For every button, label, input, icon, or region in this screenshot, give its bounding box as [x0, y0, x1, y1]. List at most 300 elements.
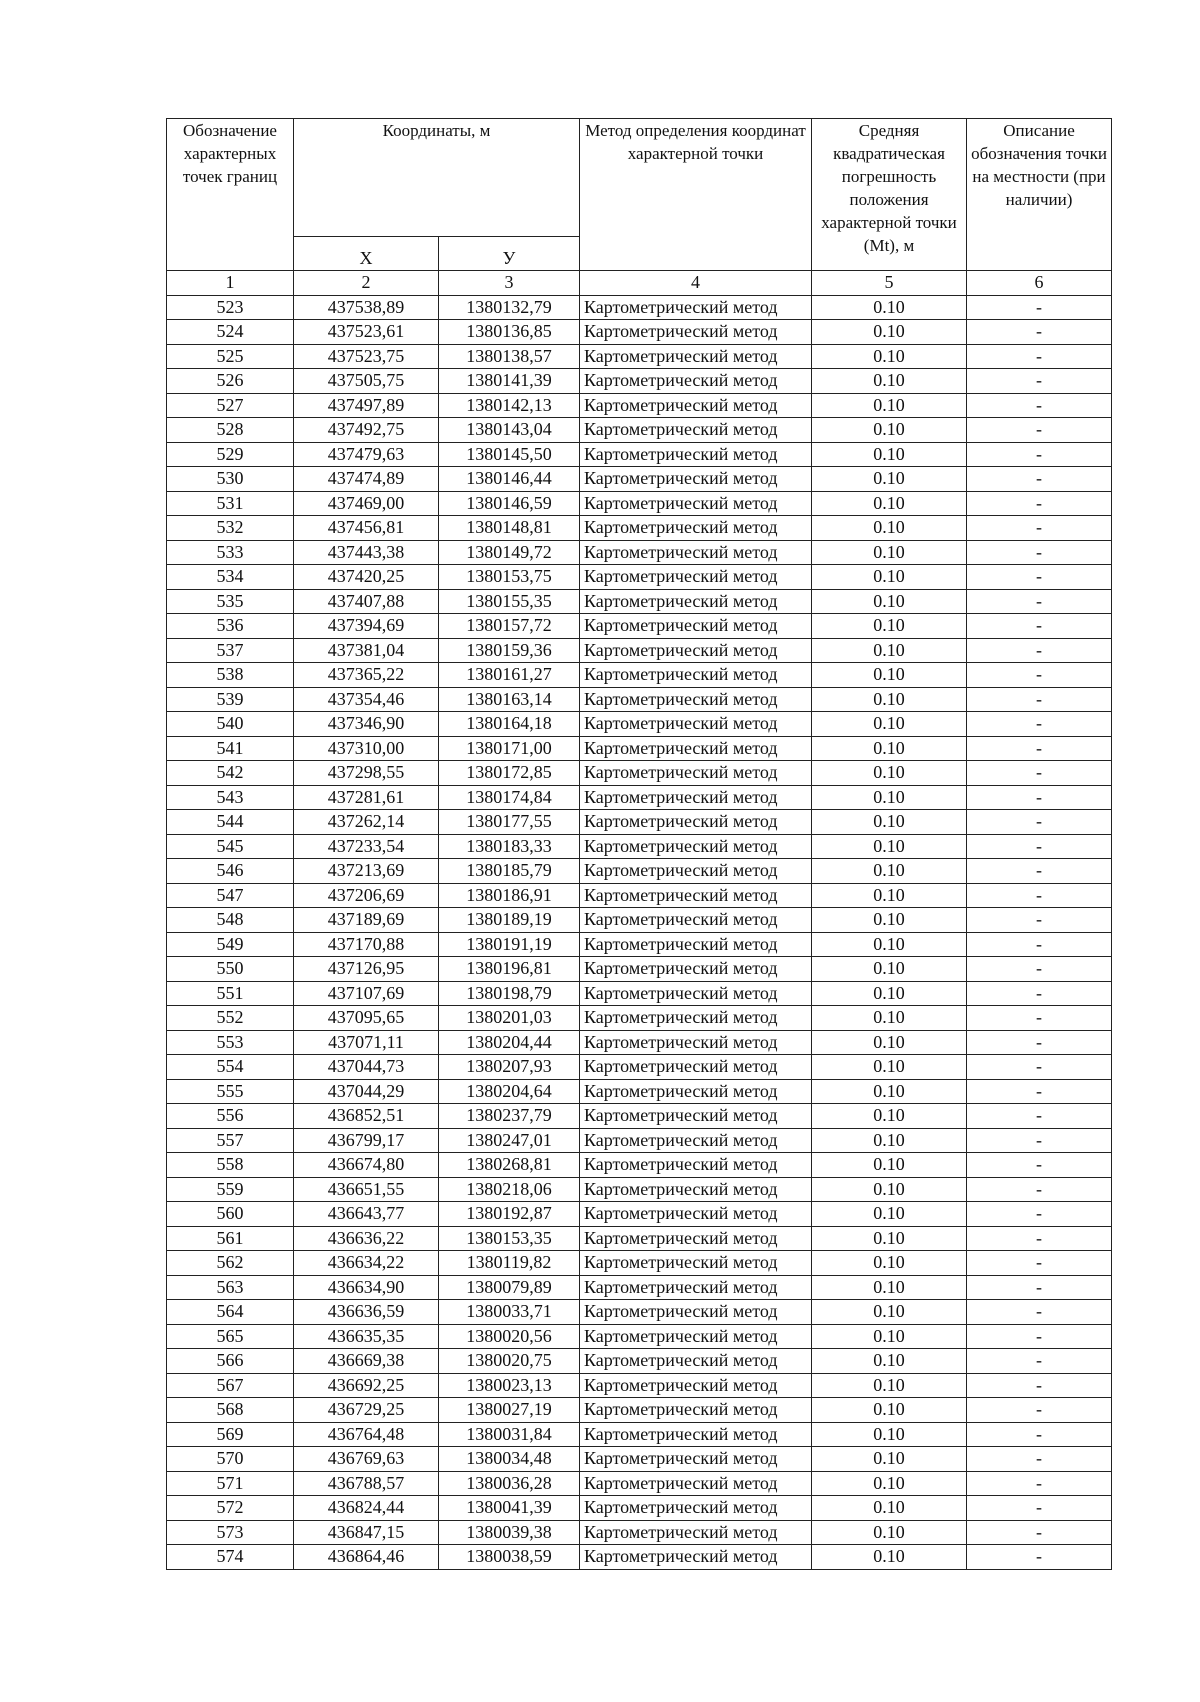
accuracy-cell: 0.10 [812, 467, 967, 492]
x-coordinate-cell: 437262,14 [294, 810, 439, 835]
method-cell: Картометрический метод [580, 1471, 812, 1496]
accuracy-cell: 0.10 [812, 295, 967, 320]
table-row [167, 1104, 1112, 1129]
method-cell: Картометрический метод [580, 1104, 812, 1129]
description-cell: - [967, 1471, 1112, 1496]
point-number-cell: 540 [167, 712, 294, 737]
point-number-cell: 565 [167, 1324, 294, 1349]
header-x: X [294, 237, 439, 271]
description-cell: - [967, 1226, 1112, 1251]
x-coordinate-cell: 437469,00 [294, 491, 439, 516]
y-coordinate-cell: 1380027,19 [439, 1398, 580, 1423]
accuracy-cell: 0.10 [812, 687, 967, 712]
x-coordinate-cell: 437365,22 [294, 663, 439, 688]
accuracy-cell: 0.10 [812, 1349, 967, 1374]
x-coordinate-cell: 437456,81 [294, 516, 439, 541]
description-cell: - [967, 1202, 1112, 1227]
method-cell: Картометрический метод [580, 614, 812, 639]
y-coordinate-cell: 1380136,85 [439, 320, 580, 345]
point-number-cell: 538 [167, 663, 294, 688]
accuracy-cell: 0.10 [812, 1104, 967, 1129]
accuracy-cell: 0.10 [812, 442, 967, 467]
description-cell: - [967, 1520, 1112, 1545]
accuracy-cell: 0.10 [812, 418, 967, 443]
header-coordinates: Координаты, м [294, 119, 580, 237]
method-cell: Картометрический метод [580, 638, 812, 663]
table-row [167, 1496, 1112, 1521]
x-coordinate-cell: 437420,25 [294, 565, 439, 590]
y-coordinate-cell: 1380204,64 [439, 1079, 580, 1104]
method-cell: Картометрический метод [580, 761, 812, 786]
description-cell: - [967, 687, 1112, 712]
description-cell: - [967, 1030, 1112, 1055]
x-coordinate-cell: 436636,22 [294, 1226, 439, 1251]
point-number-cell: 547 [167, 883, 294, 908]
point-number-cell: 568 [167, 1398, 294, 1423]
point-number-cell: 553 [167, 1030, 294, 1055]
accuracy-cell: 0.10 [812, 1324, 967, 1349]
method-cell: Картометрический метод [580, 1447, 812, 1472]
point-number-cell: 523 [167, 295, 294, 320]
x-coordinate-cell: 437346,90 [294, 712, 439, 737]
y-coordinate-cell: 1380020,56 [439, 1324, 580, 1349]
accuracy-cell: 0.10 [812, 1275, 967, 1300]
x-coordinate-cell: 436729,25 [294, 1398, 439, 1423]
y-coordinate-cell: 1380153,35 [439, 1226, 580, 1251]
table-row [167, 418, 1112, 443]
point-number-cell: 556 [167, 1104, 294, 1129]
y-coordinate-cell: 1380143,04 [439, 418, 580, 443]
description-cell: - [967, 565, 1112, 590]
table-row [167, 1202, 1112, 1227]
accuracy-cell: 0.10 [812, 1251, 967, 1276]
accuracy-cell: 0.10 [812, 1030, 967, 1055]
x-coordinate-cell: 437071,11 [294, 1030, 439, 1055]
method-cell: Картометрический метод [580, 908, 812, 933]
y-coordinate-cell: 1380207,93 [439, 1055, 580, 1080]
point-number-cell: 545 [167, 834, 294, 859]
table-row [167, 785, 1112, 810]
y-coordinate-cell: 1380183,33 [439, 834, 580, 859]
point-number-cell: 560 [167, 1202, 294, 1227]
description-cell: - [967, 638, 1112, 663]
table-row [167, 1349, 1112, 1374]
table-row [167, 1545, 1112, 1570]
point-number-cell: 536 [167, 614, 294, 639]
header-accuracy: Средняя квадратическая погрешность положения характерной точки (Mt), м [812, 119, 967, 271]
description-cell: - [967, 932, 1112, 957]
point-number-cell: 552 [167, 1006, 294, 1031]
x-coordinate-cell: 437443,38 [294, 540, 439, 565]
description-cell: - [967, 442, 1112, 467]
table-row [167, 761, 1112, 786]
point-number-cell: 528 [167, 418, 294, 443]
description-cell: - [967, 785, 1112, 810]
method-cell: Картометрический метод [580, 1300, 812, 1325]
description-cell: - [967, 883, 1112, 908]
method-cell: Картометрический метод [580, 1398, 812, 1423]
accuracy-cell: 0.10 [812, 1177, 967, 1202]
accuracy-cell: 0.10 [812, 663, 967, 688]
method-cell: Картометрический метод [580, 736, 812, 761]
description-cell: - [967, 1324, 1112, 1349]
accuracy-cell: 0.10 [812, 1300, 967, 1325]
y-coordinate-cell: 1380201,03 [439, 1006, 580, 1031]
description-cell: - [967, 1545, 1112, 1570]
table-row [167, 1398, 1112, 1423]
method-cell: Картометрический метод [580, 712, 812, 737]
description-cell: - [967, 1300, 1112, 1325]
accuracy-cell: 0.10 [812, 1471, 967, 1496]
description-cell: - [967, 761, 1112, 786]
y-coordinate-cell: 1380138,57 [439, 344, 580, 369]
description-cell: - [967, 1422, 1112, 1447]
x-coordinate-cell: 437107,69 [294, 981, 439, 1006]
x-coordinate-cell: 437126,95 [294, 957, 439, 982]
point-number-cell: 555 [167, 1079, 294, 1104]
method-cell: Картометрический метод [580, 810, 812, 835]
accuracy-cell: 0.10 [812, 981, 967, 1006]
table-row [167, 712, 1112, 737]
table-row [167, 1177, 1112, 1202]
accuracy-cell: 0.10 [812, 1226, 967, 1251]
x-coordinate-cell: 436764,48 [294, 1422, 439, 1447]
y-coordinate-cell: 1380247,01 [439, 1128, 580, 1153]
x-coordinate-cell: 437354,46 [294, 687, 439, 712]
point-number-cell: 551 [167, 981, 294, 1006]
y-coordinate-cell: 1380198,79 [439, 981, 580, 1006]
accuracy-cell: 0.10 [812, 810, 967, 835]
method-cell: Картометрический метод [580, 320, 812, 345]
x-coordinate-cell: 437206,69 [294, 883, 439, 908]
point-number-cell: 567 [167, 1373, 294, 1398]
accuracy-cell: 0.10 [812, 883, 967, 908]
x-coordinate-cell: 436824,44 [294, 1496, 439, 1521]
table-row [167, 687, 1112, 712]
y-coordinate-cell: 1380171,00 [439, 736, 580, 761]
header-method: Метод определения координат характерной точки [580, 119, 812, 271]
x-coordinate-cell: 436669,38 [294, 1349, 439, 1374]
header-y: У [439, 237, 580, 271]
method-cell: Картометрический метод [580, 1226, 812, 1251]
method-cell: Картометрический метод [580, 981, 812, 1006]
x-coordinate-cell: 436864,46 [294, 1545, 439, 1570]
y-coordinate-cell: 1380191,19 [439, 932, 580, 957]
point-number-cell: 529 [167, 442, 294, 467]
x-coordinate-cell: 437523,61 [294, 320, 439, 345]
method-cell: Картометрический метод [580, 932, 812, 957]
table-row [167, 1226, 1112, 1251]
method-cell: Картометрический метод [580, 834, 812, 859]
accuracy-cell: 0.10 [812, 785, 967, 810]
description-cell: - [967, 981, 1112, 1006]
y-coordinate-cell: 1380153,75 [439, 565, 580, 590]
x-coordinate-cell: 437298,55 [294, 761, 439, 786]
point-number-cell: 573 [167, 1520, 294, 1545]
x-coordinate-cell: 437523,75 [294, 344, 439, 369]
x-coordinate-cell: 437233,54 [294, 834, 439, 859]
point-number-cell: 525 [167, 344, 294, 369]
accuracy-cell: 0.10 [812, 589, 967, 614]
accuracy-cell: 0.10 [812, 614, 967, 639]
point-number-cell: 534 [167, 565, 294, 590]
method-cell: Картометрический метод [580, 369, 812, 394]
method-cell: Картометрический метод [580, 540, 812, 565]
table-row [167, 1079, 1112, 1104]
x-coordinate-cell: 436634,90 [294, 1275, 439, 1300]
x-coordinate-cell: 437492,75 [294, 418, 439, 443]
x-coordinate-cell: 437310,00 [294, 736, 439, 761]
accuracy-cell: 0.10 [812, 540, 967, 565]
accuracy-cell: 0.10 [812, 957, 967, 982]
table-row [167, 344, 1112, 369]
x-coordinate-cell: 436635,35 [294, 1324, 439, 1349]
description-cell: - [967, 344, 1112, 369]
point-number-cell: 566 [167, 1349, 294, 1374]
y-coordinate-cell: 1380145,50 [439, 442, 580, 467]
table-row [167, 1251, 1112, 1276]
accuracy-cell: 0.10 [812, 320, 967, 345]
table-row [167, 736, 1112, 761]
method-cell: Картометрический метод [580, 1545, 812, 1570]
method-cell: Картометрический метод [580, 418, 812, 443]
point-number-cell: 559 [167, 1177, 294, 1202]
description-cell: - [967, 663, 1112, 688]
table-body [167, 295, 1112, 1569]
description-cell: - [967, 1128, 1112, 1153]
x-coordinate-cell: 437189,69 [294, 908, 439, 933]
description-cell: - [967, 589, 1112, 614]
point-number-cell: 535 [167, 589, 294, 614]
accuracy-cell: 0.10 [812, 369, 967, 394]
x-coordinate-cell: 436674,80 [294, 1153, 439, 1178]
method-cell: Картометрический метод [580, 785, 812, 810]
accuracy-cell: 0.10 [812, 1128, 967, 1153]
description-cell: - [967, 1177, 1112, 1202]
y-coordinate-cell: 1380196,81 [439, 957, 580, 982]
table-row [167, 663, 1112, 688]
description-cell: - [967, 1251, 1112, 1276]
x-coordinate-cell: 437170,88 [294, 932, 439, 957]
x-coordinate-cell: 437538,89 [294, 295, 439, 320]
y-coordinate-cell: 1380079,89 [439, 1275, 580, 1300]
point-number-cell: 543 [167, 785, 294, 810]
description-cell: - [967, 810, 1112, 835]
x-coordinate-cell: 437407,88 [294, 589, 439, 614]
description-cell: - [967, 1275, 1112, 1300]
description-cell: - [967, 1496, 1112, 1521]
y-coordinate-cell: 1380172,85 [439, 761, 580, 786]
method-cell: Картометрический метод [580, 589, 812, 614]
x-coordinate-cell: 436799,17 [294, 1128, 439, 1153]
point-number-cell: 554 [167, 1055, 294, 1080]
accuracy-cell: 0.10 [812, 1520, 967, 1545]
description-cell: - [967, 1349, 1112, 1374]
accuracy-cell: 0.10 [812, 932, 967, 957]
accuracy-cell: 0.10 [812, 1373, 967, 1398]
x-coordinate-cell: 436636,59 [294, 1300, 439, 1325]
table-row [167, 1275, 1112, 1300]
point-number-cell: 570 [167, 1447, 294, 1472]
method-cell: Картометрический метод [580, 883, 812, 908]
point-number-cell: 544 [167, 810, 294, 835]
method-cell: Картометрический метод [580, 393, 812, 418]
y-coordinate-cell: 1380119,82 [439, 1251, 580, 1276]
table-row [167, 565, 1112, 590]
point-number-cell: 532 [167, 516, 294, 541]
accuracy-cell: 0.10 [812, 1398, 967, 1423]
table-row [167, 442, 1112, 467]
table-row [167, 295, 1112, 320]
method-cell: Картометрический метод [580, 295, 812, 320]
column-number: 1 [167, 271, 294, 296]
method-cell: Картометрический метод [580, 1153, 812, 1178]
x-coordinate-cell: 436847,15 [294, 1520, 439, 1545]
x-coordinate-cell: 436651,55 [294, 1177, 439, 1202]
point-number-cell: 571 [167, 1471, 294, 1496]
column-number: 6 [967, 271, 1112, 296]
description-cell: - [967, 712, 1112, 737]
description-cell: - [967, 491, 1112, 516]
column-number: 2 [294, 271, 439, 296]
table-row [167, 1030, 1112, 1055]
y-coordinate-cell: 1380189,19 [439, 908, 580, 933]
accuracy-cell: 0.10 [812, 1079, 967, 1104]
y-coordinate-cell: 1380185,79 [439, 859, 580, 884]
description-cell: - [967, 908, 1112, 933]
y-coordinate-cell: 1380020,75 [439, 1349, 580, 1374]
method-cell: Картометрический метод [580, 516, 812, 541]
x-coordinate-cell: 436692,25 [294, 1373, 439, 1398]
table-row [167, 1153, 1112, 1178]
x-coordinate-cell: 436643,77 [294, 1202, 439, 1227]
column-number: 4 [580, 271, 812, 296]
y-coordinate-cell: 1380146,59 [439, 491, 580, 516]
table-row [167, 589, 1112, 614]
description-cell: - [967, 540, 1112, 565]
accuracy-cell: 0.10 [812, 736, 967, 761]
accuracy-cell: 0.10 [812, 1447, 967, 1472]
accuracy-cell: 0.10 [812, 393, 967, 418]
method-cell: Картометрический метод [580, 344, 812, 369]
description-cell: - [967, 467, 1112, 492]
point-number-cell: 542 [167, 761, 294, 786]
point-number-cell: 572 [167, 1496, 294, 1521]
description-cell: - [967, 516, 1112, 541]
x-coordinate-cell: 437479,63 [294, 442, 439, 467]
description-cell: - [967, 1055, 1112, 1080]
accuracy-cell: 0.10 [812, 1055, 967, 1080]
point-number-cell: 561 [167, 1226, 294, 1251]
method-cell: Картометрический метод [580, 1128, 812, 1153]
table-row [167, 957, 1112, 982]
accuracy-cell: 0.10 [812, 859, 967, 884]
x-coordinate-cell: 436852,51 [294, 1104, 439, 1129]
x-coordinate-cell: 437044,29 [294, 1079, 439, 1104]
y-coordinate-cell: 1380186,91 [439, 883, 580, 908]
description-cell: - [967, 614, 1112, 639]
point-number-cell: 546 [167, 859, 294, 884]
description-cell: - [967, 1398, 1112, 1423]
y-coordinate-cell: 1380177,55 [439, 810, 580, 835]
method-cell: Картометрический метод [580, 1006, 812, 1031]
y-coordinate-cell: 1380141,39 [439, 369, 580, 394]
accuracy-cell: 0.10 [812, 834, 967, 859]
x-coordinate-cell: 437474,89 [294, 467, 439, 492]
table-row [167, 1055, 1112, 1080]
point-number-cell: 533 [167, 540, 294, 565]
y-coordinate-cell: 1380155,35 [439, 589, 580, 614]
accuracy-cell: 0.10 [812, 761, 967, 786]
method-cell: Картометрический метод [580, 467, 812, 492]
method-cell: Картометрический метод [580, 663, 812, 688]
y-coordinate-cell: 1380164,18 [439, 712, 580, 737]
table-row [167, 1006, 1112, 1031]
y-coordinate-cell: 1380031,84 [439, 1422, 580, 1447]
table-row [167, 540, 1112, 565]
table-row [167, 1128, 1112, 1153]
method-cell: Картометрический метод [580, 859, 812, 884]
table-row [167, 859, 1112, 884]
description-cell: - [967, 736, 1112, 761]
method-cell: Картометрический метод [580, 1373, 812, 1398]
method-cell: Картометрический метод [580, 491, 812, 516]
point-number-cell: 527 [167, 393, 294, 418]
method-cell: Картометрический метод [580, 1349, 812, 1374]
table-row [167, 1447, 1112, 1472]
method-cell: Картометрический метод [580, 1275, 812, 1300]
point-number-cell: 549 [167, 932, 294, 957]
point-number-cell: 569 [167, 1422, 294, 1447]
y-coordinate-cell: 1380163,14 [439, 687, 580, 712]
y-coordinate-cell: 1380161,27 [439, 663, 580, 688]
x-coordinate-cell: 437095,65 [294, 1006, 439, 1031]
point-number-cell: 558 [167, 1153, 294, 1178]
y-coordinate-cell: 1380237,79 [439, 1104, 580, 1129]
table-row [167, 932, 1112, 957]
point-number-cell: 563 [167, 1275, 294, 1300]
table-row [167, 638, 1112, 663]
method-cell: Картометрический метод [580, 565, 812, 590]
accuracy-cell: 0.10 [812, 712, 967, 737]
table-row [167, 491, 1112, 516]
table-row [167, 320, 1112, 345]
method-cell: Картометрический метод [580, 1422, 812, 1447]
table-row [167, 1300, 1112, 1325]
y-coordinate-cell: 1380142,13 [439, 393, 580, 418]
point-number-cell: 562 [167, 1251, 294, 1276]
y-coordinate-cell: 1380149,72 [439, 540, 580, 565]
point-number-cell: 531 [167, 491, 294, 516]
y-coordinate-cell: 1380034,48 [439, 1447, 580, 1472]
table-row [167, 981, 1112, 1006]
x-coordinate-cell: 437394,69 [294, 614, 439, 639]
y-coordinate-cell: 1380023,13 [439, 1373, 580, 1398]
point-number-cell: 550 [167, 957, 294, 982]
point-number-cell: 539 [167, 687, 294, 712]
table-row [167, 516, 1112, 541]
method-cell: Картометрический метод [580, 1202, 812, 1227]
point-number-cell: 526 [167, 369, 294, 394]
method-cell: Картометрический метод [580, 1520, 812, 1545]
description-cell: - [967, 1104, 1112, 1129]
accuracy-cell: 0.10 [812, 638, 967, 663]
description-cell: - [967, 834, 1112, 859]
x-coordinate-cell: 436634,22 [294, 1251, 439, 1276]
method-cell: Картометрический метод [580, 957, 812, 982]
x-coordinate-cell: 437281,61 [294, 785, 439, 810]
accuracy-cell: 0.10 [812, 565, 967, 590]
